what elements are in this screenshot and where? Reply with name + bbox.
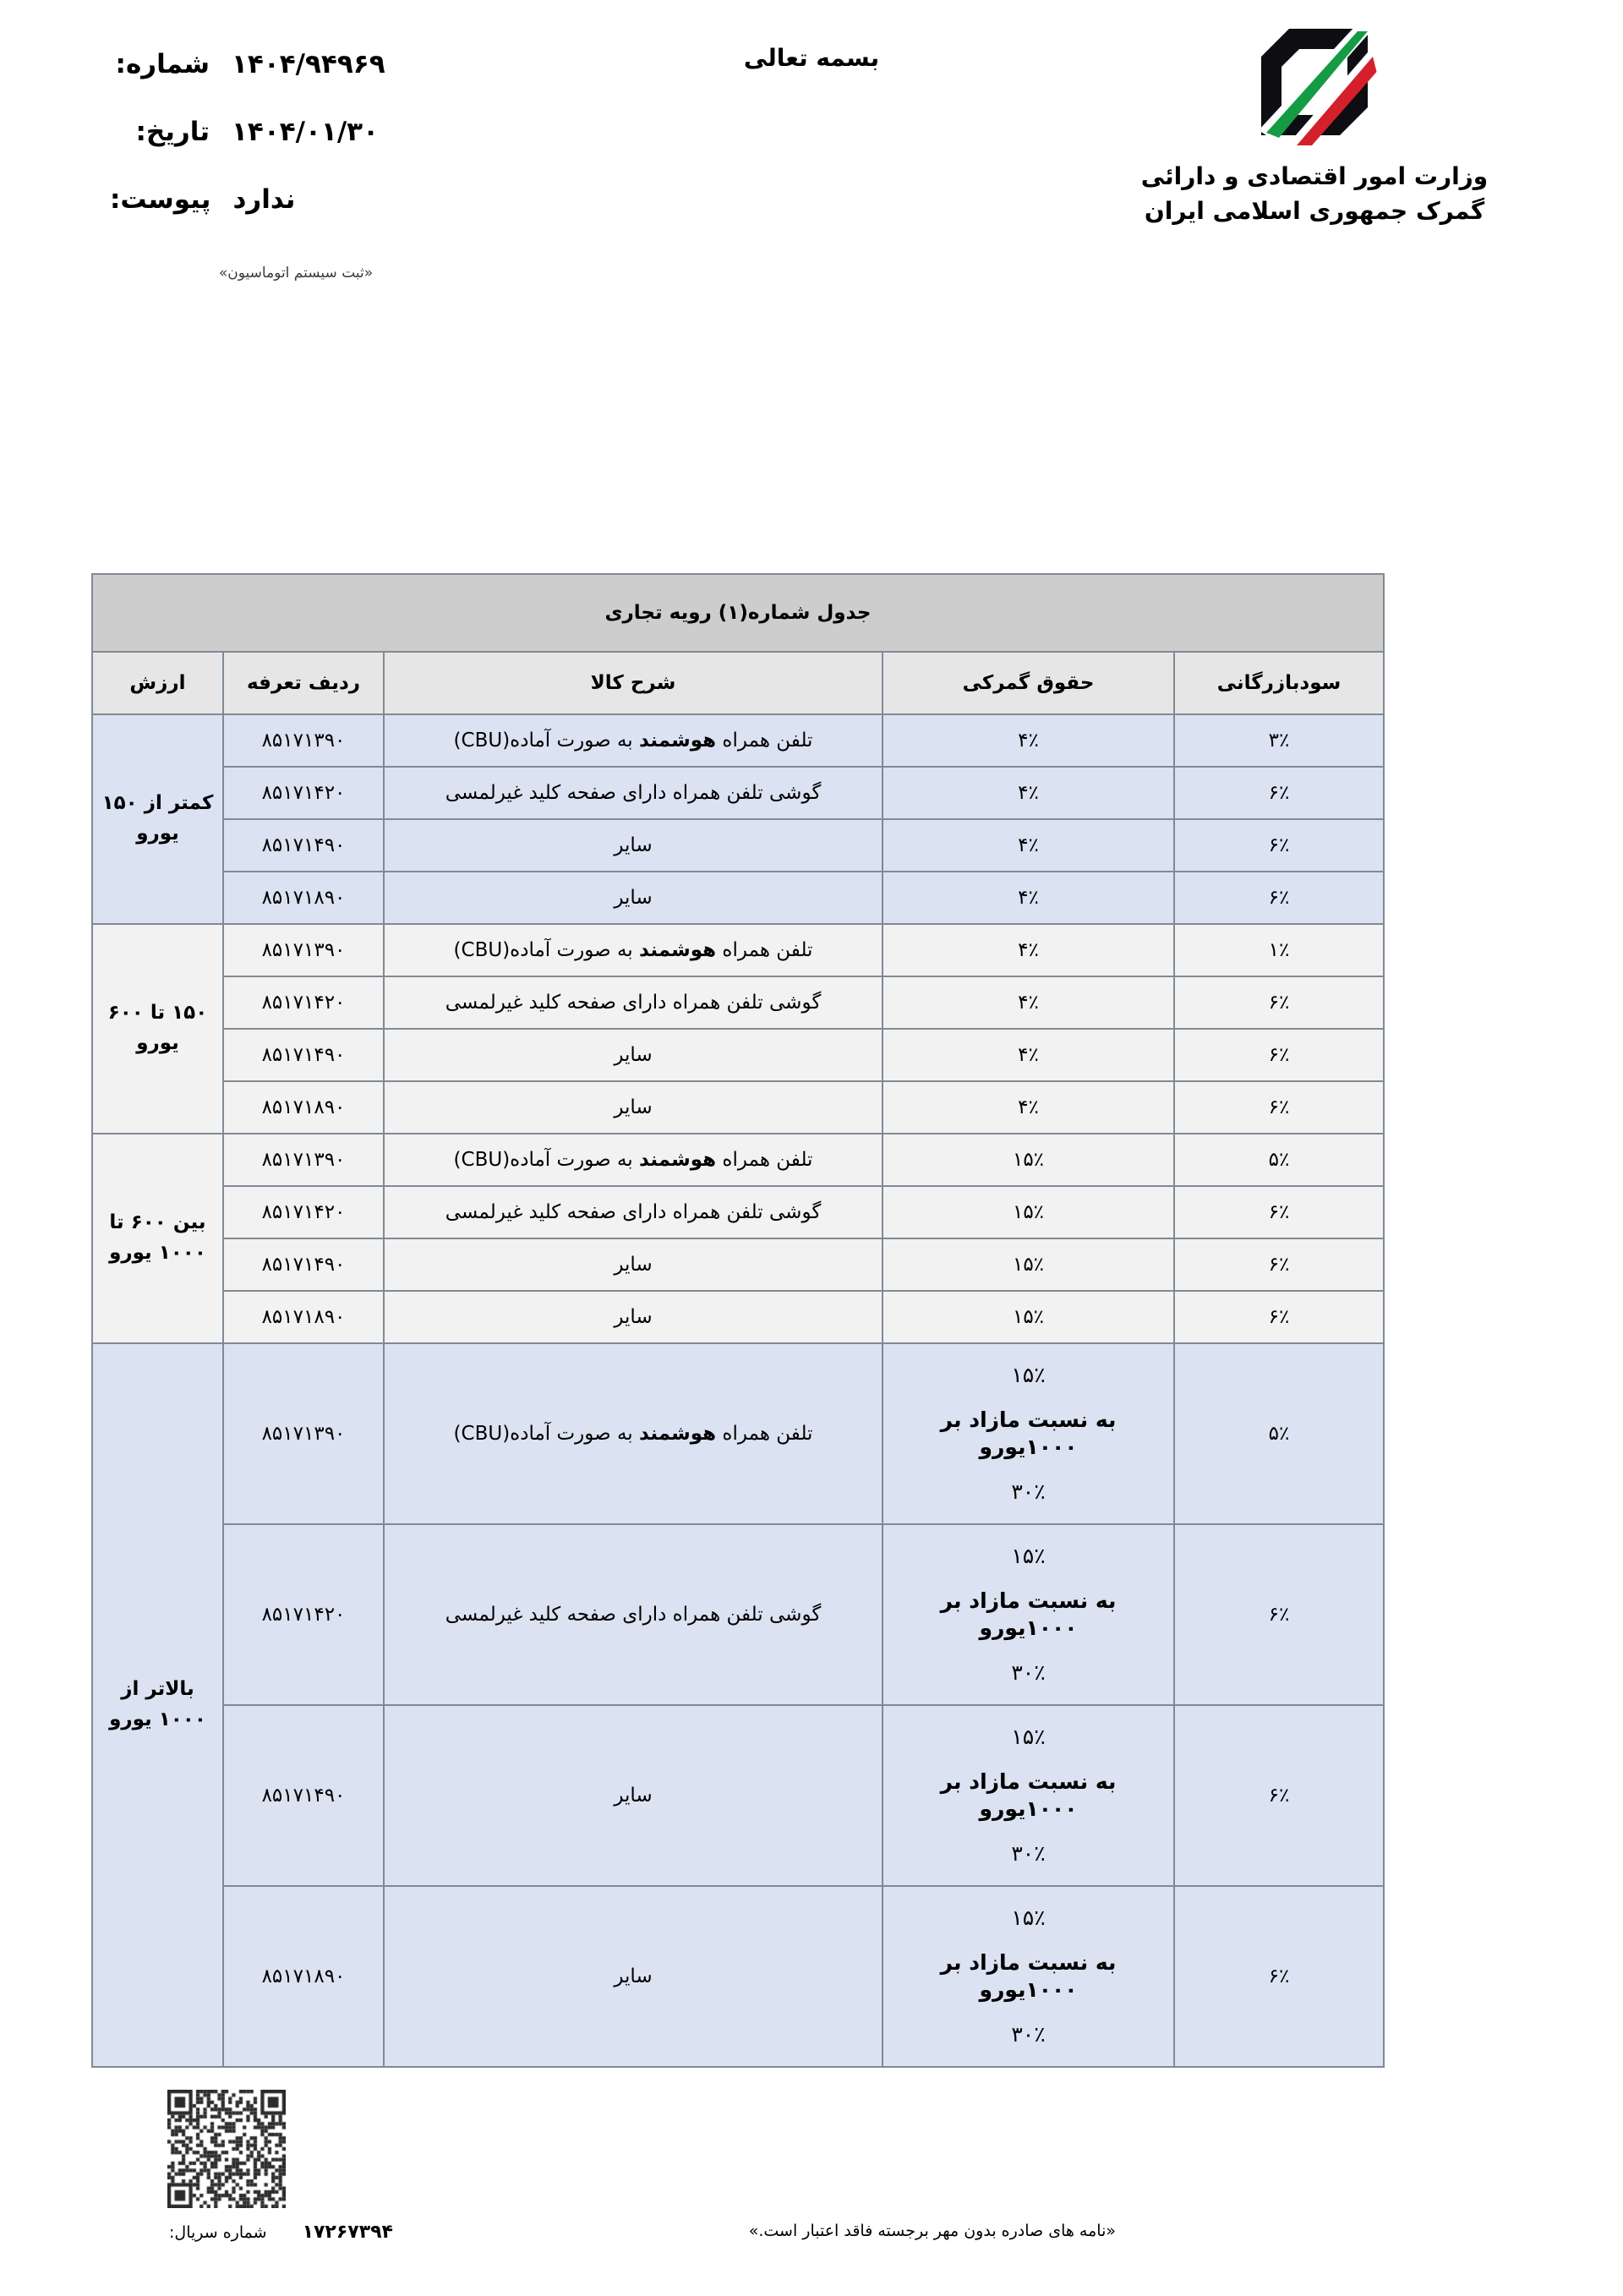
- cell-tariff-code: ۸۵۱۷۱۴۹۰: [223, 1238, 384, 1291]
- cell-goods-description: سایر: [384, 1291, 883, 1343]
- cell-goods-description: گوشی تلفن همراه دارای صفحه کلید غیرلمسی: [384, 1186, 883, 1238]
- column-header-value: ارزش: [92, 652, 223, 714]
- cell-customs-duty: ۴٪: [883, 924, 1174, 976]
- cell-tariff-code: ۸۵۱۷۱۳۹۰: [223, 714, 384, 767]
- table-row: [92, 1029, 1384, 1081]
- cell-goods-description: تلفن همراه هوشمند به صورت آماده(CBU): [384, 1343, 883, 1524]
- qr-code: [167, 2090, 286, 2208]
- table-row: [92, 976, 1384, 1029]
- cell-customs-duty: ۴٪: [883, 1029, 1174, 1081]
- cell-commercial-profit: ۶٪: [1174, 1186, 1384, 1238]
- cell-goods-description: سایر: [384, 1238, 883, 1291]
- letter-meta-block: [110, 49, 482, 282]
- cell-value-range: کمتر از ۱۵۰ یورو: [92, 714, 223, 924]
- cell-customs-duty: ۱۵٪ به نسبت مازاد بر ۱۰۰۰یورو ۳۰٪: [883, 1524, 1174, 1705]
- cell-value-range: بالاتر از ۱۰۰۰ یورو: [92, 1343, 223, 2067]
- cell-tariff-code: ۸۵۱۷۱۴۹۰: [223, 1029, 384, 1081]
- cell-commercial-profit: ۶٪: [1174, 1081, 1384, 1134]
- iran-customs-logo: [1112, 19, 1517, 145]
- cell-goods-description: گوشی تلفن همراه دارای صفحه کلید غیرلمسی: [384, 976, 883, 1029]
- cell-tariff-code: ۸۵۱۷۱۴۹۰: [223, 819, 384, 872]
- table-row: [92, 1186, 1384, 1238]
- letter-attachment-row: [110, 184, 482, 215]
- cell-commercial-profit: ۶٪: [1174, 1238, 1384, 1291]
- cell-commercial-profit: ۶٪: [1174, 1029, 1384, 1081]
- serial-number-value: ۱۷۲۶۷۳۹۴: [302, 2222, 393, 2243]
- cell-customs-duty: ۱۵٪ به نسبت مازاد بر ۱۰۰۰یورو ۳۰٪: [883, 1343, 1174, 1524]
- cell-commercial-profit: ۶٪: [1174, 1291, 1384, 1343]
- cell-commercial-profit: ۶٪: [1174, 1524, 1384, 1705]
- column-header-commercial-profit: سودبازرگانی: [1174, 652, 1384, 714]
- table-row: [92, 1886, 1384, 2067]
- cell-goods-description: سایر: [384, 872, 883, 924]
- cell-tariff-code: ۸۵۱۷۱۴۲۰: [223, 1186, 384, 1238]
- cell-customs-duty: ۴٪: [883, 1081, 1174, 1134]
- table-row: [92, 1524, 1384, 1705]
- cell-customs-duty: ۴٪: [883, 976, 1174, 1029]
- cell-customs-duty: ۴٪: [883, 714, 1174, 767]
- cell-commercial-profit: ۱٪: [1174, 924, 1384, 976]
- cell-customs-duty: ۱۵٪: [883, 1134, 1174, 1186]
- cell-customs-duty: ۱۵٪ به نسبت مازاد بر ۱۰۰۰یورو ۳۰٪: [883, 1886, 1174, 2067]
- cell-commercial-profit: ۶٪: [1174, 819, 1384, 872]
- cell-customs-duty: ۱۵٪ به نسبت مازاد بر ۱۰۰۰یورو ۳۰٪: [883, 1705, 1174, 1886]
- cell-customs-duty: ۱۵٪: [883, 1238, 1174, 1291]
- letter-date-value: ۱۴۰۴/۰۱/۳۰: [232, 117, 380, 147]
- cell-customs-duty: ۴٪: [883, 819, 1174, 872]
- cell-goods-description: تلفن همراه هوشمند به صورت آماده(CBU): [384, 714, 883, 767]
- cell-goods-description: سایر: [384, 819, 883, 872]
- cell-tariff-code: ۸۵۱۷۱۳۹۰: [223, 1134, 384, 1186]
- cell-goods-description: سایر: [384, 1886, 883, 2067]
- cell-commercial-profit: ۵٪: [1174, 1134, 1384, 1186]
- cell-tariff-code: ۸۵۱۷۱۸۹۰: [223, 872, 384, 924]
- cell-tariff-code: ۸۵۱۷۱۴۲۰: [223, 1524, 384, 1705]
- cell-goods-description: سایر: [384, 1705, 883, 1886]
- automation-system-note: «ثبت سیستم اتوماسیون»: [218, 265, 374, 282]
- cell-goods-description: تلفن همراه هوشمند به صورت آماده(CBU): [384, 1134, 883, 1186]
- document-footer: [0, 2218, 1623, 2252]
- iran-customs-logo-icon: [1251, 19, 1378, 145]
- cell-tariff-code: ۸۵۱۷۱۸۹۰: [223, 1886, 384, 2067]
- cell-tariff-code: ۸۵۱۷۱۸۹۰: [223, 1291, 384, 1343]
- document-header: [0, 0, 1623, 338]
- table-row: [92, 924, 1384, 976]
- qr-code-image: [167, 2090, 286, 2208]
- column-header-goods-description: شرح کالا: [384, 652, 883, 714]
- column-header-tariff-row: ردیف تعرفه: [223, 652, 384, 714]
- tariff-table: [91, 573, 1385, 2068]
- cell-commercial-profit: ۳٪: [1174, 714, 1384, 767]
- organization-block: [1112, 19, 1517, 229]
- letter-date-row: [110, 117, 482, 147]
- footer-serial-block: [169, 2222, 393, 2243]
- cell-value-range: بین ۶۰۰ تا ۱۰۰۰ یورو: [92, 1134, 223, 1343]
- cell-goods-description: سایر: [384, 1029, 883, 1081]
- cell-goods-description: سایر: [384, 1081, 883, 1134]
- tariff-table-body: [92, 714, 1384, 2067]
- table-row: [92, 1134, 1384, 1186]
- table-row: [92, 1238, 1384, 1291]
- cell-customs-duty: ۱۵٪: [883, 1186, 1174, 1238]
- table-row: [92, 819, 1384, 872]
- cell-commercial-profit: ۶٪: [1174, 767, 1384, 819]
- cell-customs-duty: ۴٪: [883, 872, 1174, 924]
- column-header-customs-duty: حقوق گمرکی: [883, 652, 1174, 714]
- cell-tariff-code: ۸۵۱۷۱۸۹۰: [223, 1081, 384, 1134]
- basmala-text: بسمه تعالی: [743, 44, 880, 72]
- cell-tariff-code: ۸۵۱۷۱۴۹۰: [223, 1705, 384, 1886]
- letter-date-label: تاریخ:: [135, 117, 210, 147]
- table-row: [92, 872, 1384, 924]
- cell-goods-description: گوشی تلفن همراه دارای صفحه کلید غیرلمسی: [384, 767, 883, 819]
- cell-customs-duty: ۴٪: [883, 767, 1174, 819]
- ministry-name: وزارت امور اقتصادی و دارائی: [1140, 162, 1489, 190]
- table-row: [92, 714, 1384, 767]
- letter-attachment-value: ندارد: [232, 184, 296, 215]
- cell-tariff-code: ۸۵۱۷۱۳۹۰: [223, 924, 384, 976]
- table-row: [92, 1343, 1384, 1524]
- cell-goods-description: تلفن همراه هوشمند به صورت آماده(CBU): [384, 924, 883, 976]
- cell-tariff-code: ۸۵۱۷۱۳۹۰: [223, 1343, 384, 1524]
- table-title: جدول شماره(۱) رویه تجاری: [92, 574, 1384, 652]
- footer-validity-note: «نامه های صادره بدون مهر برجسته فاقد اعتبار است.»: [748, 2222, 1116, 2240]
- table-row: [92, 1291, 1384, 1343]
- letter-number-value: ۱۴۰۴/۹۴۹۶۹: [232, 49, 385, 79]
- cell-customs-duty: ۱۵٪: [883, 1291, 1174, 1343]
- cell-commercial-profit: ۵٪: [1174, 1343, 1384, 1524]
- cell-commercial-profit: ۶٪: [1174, 1886, 1384, 2067]
- table-row: [92, 767, 1384, 819]
- letter-number-label: شماره:: [115, 49, 210, 79]
- cell-commercial-profit: ۶٪: [1174, 872, 1384, 924]
- cell-commercial-profit: ۶٪: [1174, 1705, 1384, 1886]
- letter-attachment-label: پیوست:: [110, 184, 211, 215]
- table-row: [92, 1081, 1384, 1134]
- cell-tariff-code: ۸۵۱۷۱۴۲۰: [223, 976, 384, 1029]
- cell-commercial-profit: ۶٪: [1174, 976, 1384, 1029]
- serial-number-label: شماره سریال:: [169, 2223, 267, 2242]
- tariff-table-wrapper: [93, 573, 1385, 2068]
- table-row: [92, 1705, 1384, 1886]
- customs-name: گمرک جمهوری اسلامی ایران: [1144, 197, 1485, 226]
- cell-value-range: ۱۵۰ تا ۶۰۰ یورو: [92, 924, 223, 1134]
- table-header-row: [92, 652, 1384, 714]
- cell-tariff-code: ۸۵۱۷۱۴۲۰: [223, 767, 384, 819]
- cell-goods-description: گوشی تلفن همراه دارای صفحه کلید غیرلمسی: [384, 1524, 883, 1705]
- table-title-row: [92, 574, 1384, 652]
